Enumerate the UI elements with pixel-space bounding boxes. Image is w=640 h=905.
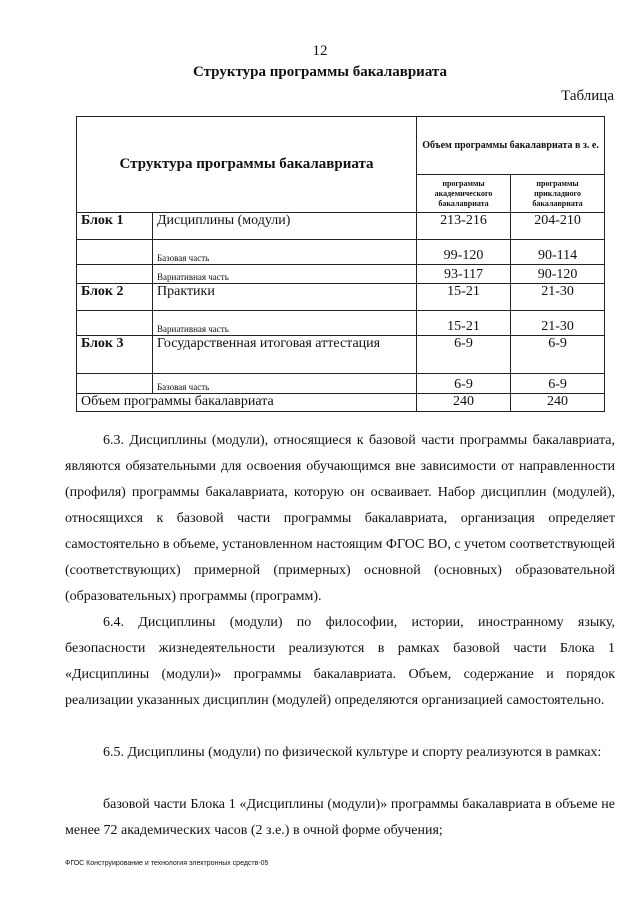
table-row	[77, 311, 605, 336]
row-name: Базовая часть	[153, 374, 417, 394]
value-academic: 6-9	[417, 374, 511, 394]
block-label	[77, 240, 153, 265]
table-row	[77, 265, 605, 284]
paragraph-6-3: 6.3. Дисциплины (модули), относящиеся к базовой части программы бакалавриата, являются обязательными для освоения обучающимся вне зависимости от направленности (профиля) программы бакалавриата, которую он осваивает. Набор дисциплин (модулей), относящихся к базовой части программы бакалавриата, организация определяет самостоятельно в объеме, установленном настоящим ФГОС ВО, с учетом соответствующей (соответствующих) примерной (примерных) основной (основных) образовательной (образовательных) программы (программ).	[65, 433, 615, 604]
value-applied: 6-9	[511, 336, 605, 374]
block-label	[77, 265, 153, 284]
paragraph-6-5: 6.5. Дисциплины (модули) по физической культуре и спорту реализуются в рамках:	[103, 745, 602, 760]
block-label: Блок 2	[77, 284, 153, 311]
value-applied: 21-30	[511, 284, 605, 311]
block-label: Блок 1	[77, 213, 153, 240]
block-label	[77, 311, 153, 336]
header-structure: Структура программы бакалавриата	[77, 117, 417, 213]
row-name: Базовая часть	[153, 240, 417, 265]
header-academic: программы академического бакалавриата	[417, 175, 511, 213]
value-academic: 6-9	[417, 336, 511, 374]
value-academic: 15-21	[417, 311, 511, 336]
value-applied: 90-114	[511, 240, 605, 265]
value-academic: 213-216	[417, 213, 511, 240]
row-name: Вариативная часть	[153, 311, 417, 336]
table-caption: Таблица	[561, 88, 614, 104]
value-applied: 204-210	[511, 213, 605, 240]
footer-text: ФГОС Конструирование и технология электронных средств-05	[65, 860, 269, 867]
value-applied: 90-120	[511, 265, 605, 284]
paragraph-6-5-item: базовой части Блока 1 «Дисциплины (модули)» программы бакалавриата в объеме не менее 72 академических часов (2 з.е.) в очной форме обучения;	[65, 797, 615, 838]
row-name: Государственная итоговая аттестация	[153, 336, 417, 374]
value-academic: 99-120	[417, 240, 511, 265]
row-name: Дисциплины (модули)	[153, 213, 417, 240]
value-academic: 15-21	[417, 284, 511, 311]
value-applied: 21-30	[511, 311, 605, 336]
total-label: Объем программы бакалавриата	[77, 394, 417, 412]
table-row	[77, 213, 605, 240]
paragraph-6-4: 6.4. Дисциплины (модули) по философии, истории, иностранному языку, безопасности жизнедеятельности реализуются в рамках базовой части Блока 1 «Дисциплины (модули)» программы бакалавриата. Объем, содержание и порядок реализации указанных дисциплин (модулей) определяются организацией самостоятельно.	[65, 615, 615, 708]
table-row	[77, 374, 605, 394]
block-label: Блок 3	[77, 336, 153, 374]
header-volume: Объем программы бакалавриата в з. е.	[417, 117, 605, 175]
table-row	[77, 240, 605, 265]
row-name: Практики	[153, 284, 417, 311]
structure-table	[76, 116, 605, 412]
value-applied: 6-9	[511, 374, 605, 394]
total-academic: 240	[417, 394, 511, 412]
header-applied: программы прикладного бакалавриата	[511, 175, 605, 213]
table-row	[77, 284, 605, 311]
value-academic: 93-117	[417, 265, 511, 284]
block-label	[77, 374, 153, 394]
total-row	[77, 394, 605, 412]
total-applied: 240	[511, 394, 605, 412]
row-name: Вариативная часть	[153, 265, 417, 284]
table-row	[77, 336, 605, 374]
page-number: 12	[312, 43, 328, 59]
page-title: Структура программы бакалавриата	[193, 64, 447, 80]
